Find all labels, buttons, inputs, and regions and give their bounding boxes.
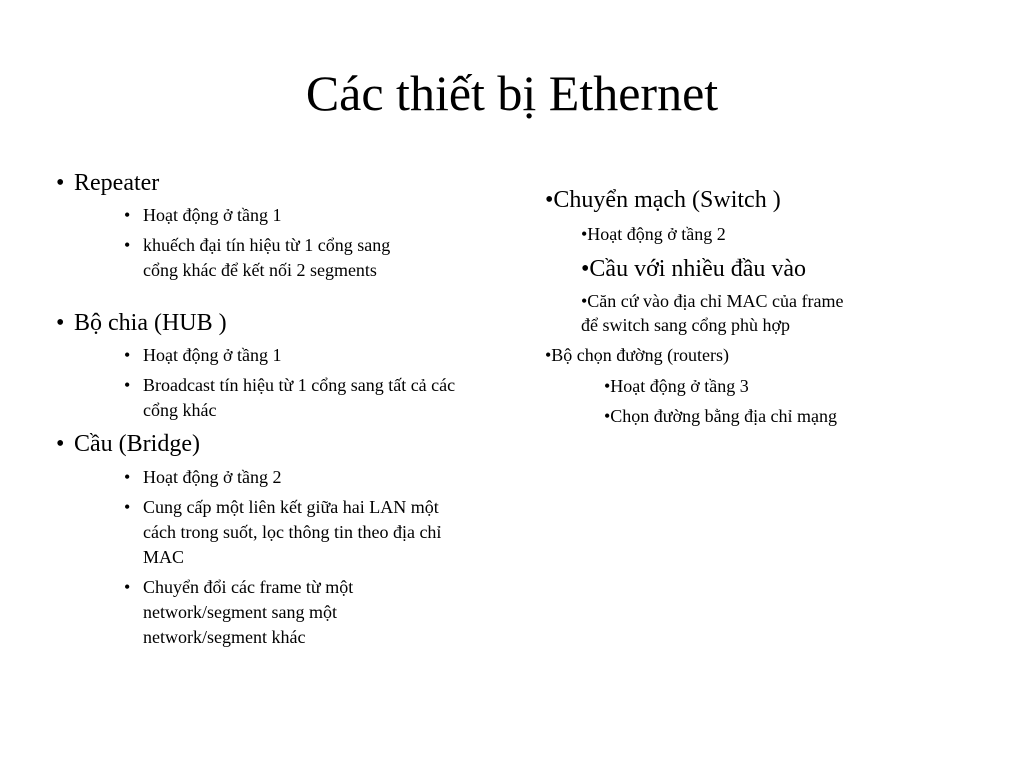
bullet-marker: •: [56, 310, 65, 336]
bridge-item-3-line-3: network/segment khác: [143, 627, 306, 647]
bullet-marker: •: [124, 497, 131, 517]
bullet-marker: •: [124, 577, 131, 597]
bullet-marker: •: [124, 205, 131, 225]
bullet-marker: •: [56, 170, 65, 196]
bridge-item-3-line-1: Chuyển đổi các frame từ một: [143, 577, 354, 597]
bullet-marker: •: [124, 467, 131, 487]
router-item-1: •Hoạt động ở tầng 3: [604, 376, 749, 396]
repeater-item-2-line-2: cổng khác để kết nối 2 segments: [143, 260, 377, 280]
switch-item-3-line-2: để switch sang cổng phù hợp: [581, 315, 790, 335]
bridge-item-3-line-2: network/segment sang một: [143, 602, 337, 622]
switch-item-3-line-1: •Căn cứ vào địa chỉ MAC của frame: [581, 291, 844, 311]
repeater-item-2-line-1: khuếch đại tín hiệu từ 1 cổng sang: [143, 235, 391, 255]
router-heading: •Bộ chọn đường (routers): [545, 345, 730, 365]
hub-item-1: Hoạt động ở tầng 1: [143, 345, 282, 365]
bridge-item-2-line-3: MAC: [143, 547, 185, 567]
bridge-item-1: Hoạt động ở tầng 2: [143, 467, 282, 487]
switch-item-1: •Hoạt động ở tầng 2: [581, 224, 726, 244]
hub-item-2-line-2: cổng khác: [143, 400, 217, 420]
switch-heading: •Chuyển mạch (Switch ): [545, 187, 781, 213]
bullet-marker: •: [124, 375, 131, 395]
bullet-marker: •: [56, 431, 65, 457]
repeater-item-1: Hoạt động ở tầng 1: [143, 205, 282, 225]
repeater-heading: Repeater: [74, 170, 160, 196]
bridge-item-2-line-1: Cung cấp một liên kết giữa hai LAN một: [143, 497, 439, 517]
switch-item-2: •Cầu với nhiều đầu vào: [581, 256, 807, 282]
bullet-marker: •: [124, 345, 131, 365]
bridge-item-2-line-2: cách trong suốt, lọc thông tin theo địa chỉ: [143, 522, 442, 542]
bridge-heading: Cầu (Bridge): [74, 431, 200, 457]
hub-item-2-line-1: Broadcast tín hiệu từ 1 cổng sang tất cả các: [143, 375, 456, 395]
hub-heading: Bộ chia (HUB ): [74, 310, 227, 336]
slide-title: Các thiết bị Ethernet: [305, 65, 719, 121]
router-item-2: •Chọn đường bằng địa chỉ mạng: [604, 406, 838, 426]
bullet-marker: •: [124, 235, 131, 255]
